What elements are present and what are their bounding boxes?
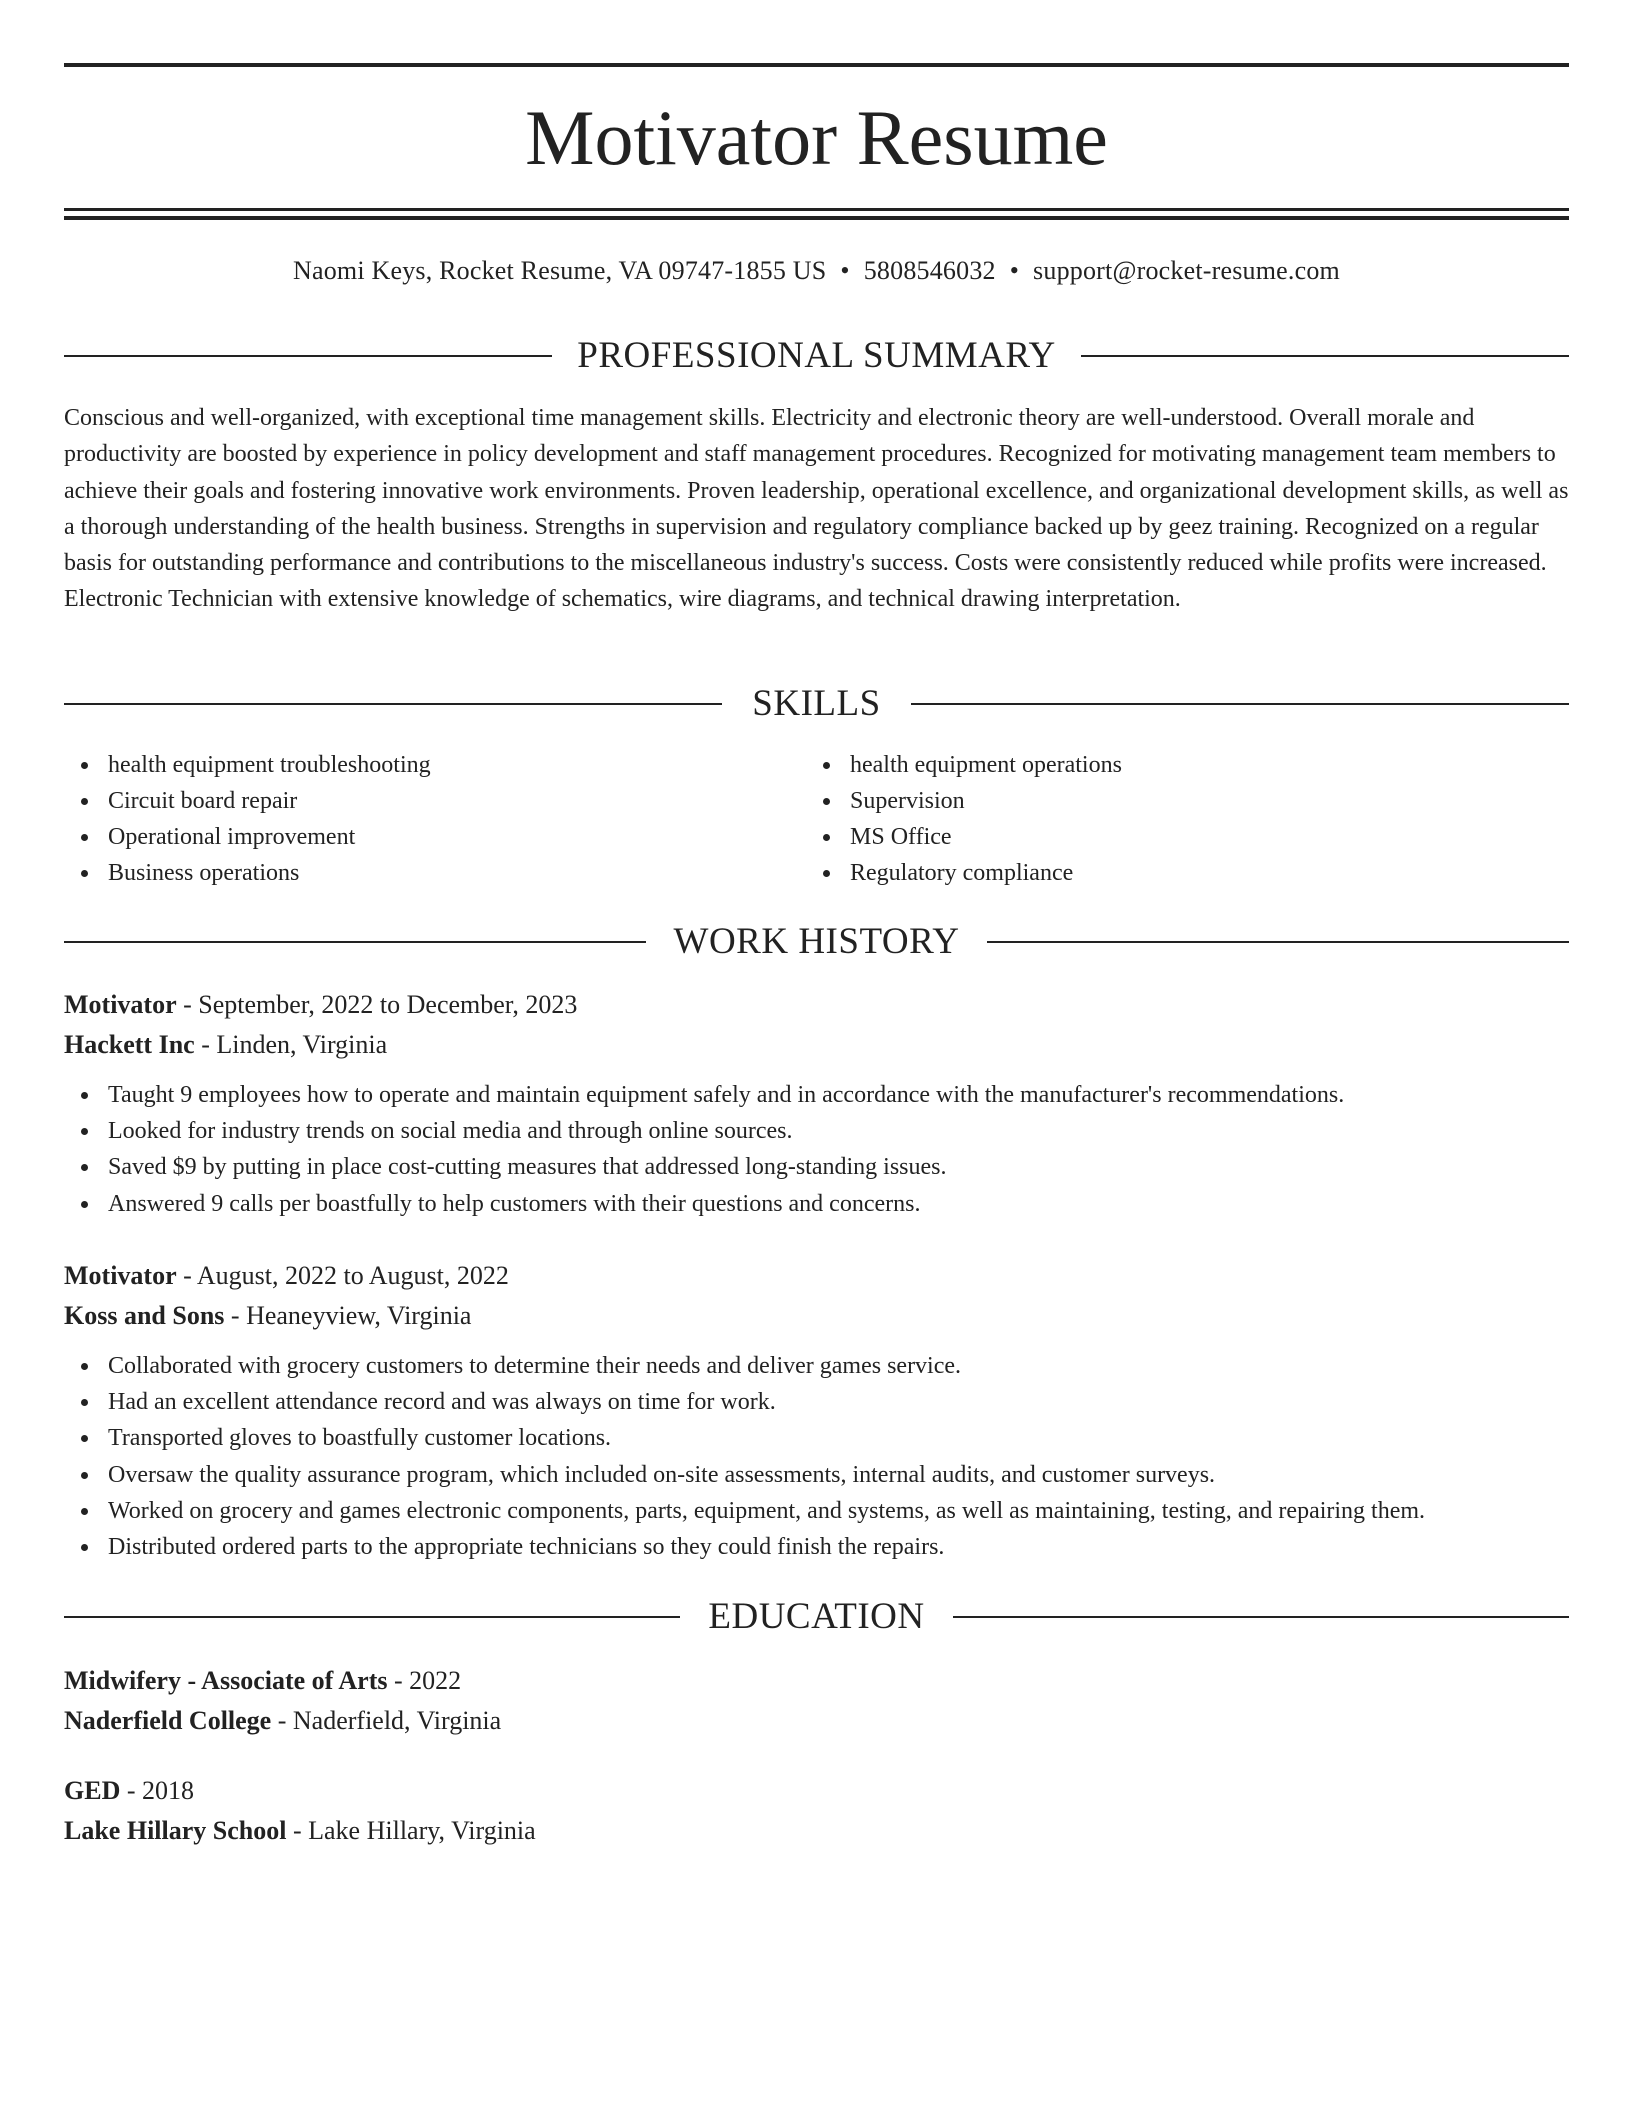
contact-email: support@rocket-resume.com: [1033, 256, 1340, 285]
contact-phone: 5808546032: [863, 256, 996, 285]
education-school-line: [64, 1811, 1569, 1851]
skill-item: Regulatory compliance: [806, 855, 1546, 891]
skill-item: Business operations: [64, 855, 804, 891]
section-title-summary: PROFESSIONAL SUMMARY: [577, 335, 1056, 376]
job-bullet: Had an excellent attendance record and was always on time for work.: [64, 1384, 1569, 1420]
section-rule-right: [1081, 355, 1569, 357]
job-bullet: Collaborated with grocery customers to determine their needs and deliver games service.: [64, 1348, 1569, 1384]
job-bullet: Worked on grocery and games electronic components, parts, equipment, and systems, as well as maintaining, testing, and repairing them.: [64, 1493, 1569, 1529]
skill-item: health equipment troubleshooting: [64, 747, 804, 783]
education-entry: [64, 1771, 1569, 1851]
section-rule-right: [953, 1616, 1569, 1618]
job-location: - Heaneyview, Virginia: [224, 1301, 472, 1330]
education-entry: [64, 1661, 1569, 1741]
education-year: - 2022: [387, 1666, 462, 1695]
skill-item: Operational improvement: [64, 819, 804, 855]
education-year: - 2018: [120, 1776, 195, 1805]
section-title-work: WORK HISTORY: [673, 921, 960, 962]
header-top-rule: [64, 63, 1569, 67]
section-title-education: EDUCATION: [708, 1596, 925, 1637]
job-entry: [64, 1256, 1569, 1565]
section-rule-right: [987, 941, 1569, 943]
job-bullet: Looked for industry trends on social media and through online sources.: [64, 1113, 1569, 1149]
job-title-line: [64, 985, 1569, 1025]
job-location: - Linden, Virginia: [194, 1030, 388, 1059]
section-rule-right: [911, 703, 1569, 705]
job-bullets: [64, 1077, 1569, 1222]
job-entry: [64, 985, 1569, 1222]
job-bullets: [64, 1348, 1569, 1565]
contact-separator: •: [1009, 256, 1020, 285]
section-header-work: [64, 920, 1569, 964]
resume-title: Motivator Resume: [525, 94, 1108, 181]
header-double-rule: [64, 208, 1569, 220]
contact-line: [64, 254, 1569, 288]
education-degree: GED: [64, 1776, 121, 1805]
job-bullet: Saved $9 by putting in place cost-cutting measures that addressed long-standing issues.: [64, 1149, 1569, 1185]
contact-address: Naomi Keys, Rocket Resume, VA 09747-1855 US: [293, 256, 827, 285]
job-bullet: Taught 9 employees how to operate and maintain equipment safely and in accordance with the manufacturer's recommendations.: [64, 1077, 1569, 1113]
job-company: Koss and Sons: [64, 1301, 225, 1330]
skill-item: Circuit board repair: [64, 783, 804, 819]
job-bullet: Oversaw the quality assurance program, which included on-site assessments, internal audits, and customer surveys.: [64, 1457, 1569, 1493]
job-title: Motivator: [64, 1261, 177, 1290]
education-school: Lake Hillary School: [64, 1816, 287, 1845]
skills-list-right: [806, 747, 1546, 891]
education-degree: Midwifery - Associate of Arts: [64, 1666, 388, 1695]
section-title-skills: SKILLS: [752, 683, 881, 724]
skill-item: health equipment operations: [806, 747, 1546, 783]
education-school-line: [64, 1701, 1569, 1741]
summary-text: Conscious and well-organized, with exceptional time management skills. Electricity and electronic theory are well-understood. Overall morale and productivity are boosted by experience in policy development and staff management procedures. Recognized for motivating management team members to achieve their goals and fostering innovative work environments. Proven leadership, operational excellence, and organizational development skills, as well as a thorough understanding of the health business. Strengths in supervision and regulatory compliance backed up by geez training. Recognized on a regular basis for outstanding performance and contributions to the miscellaneous industry's success. Costs were consistently reduced while profits were increased. Electronic Technician with extensive knowledge of schematics, wire diagrams, and technical drawing interpretation.: [64, 405, 1569, 613]
education-location: - Lake Hillary, Virginia: [286, 1816, 536, 1845]
section-header-education: [64, 1595, 1569, 1639]
job-dates: - September, 2022 to December, 2023: [176, 990, 578, 1019]
job-company-line: [64, 1025, 1569, 1065]
job-company-line: [64, 1296, 1569, 1336]
education-location: - Naderfield, Virginia: [271, 1706, 502, 1735]
job-title-line: [64, 1256, 1569, 1296]
job-title: Motivator: [64, 990, 177, 1019]
skill-item: Supervision: [806, 783, 1546, 819]
job-bullet: Distributed ordered parts to the appropriate technicians so they could finish the repairs.: [64, 1529, 1569, 1565]
job-bullet: Transported gloves to boastfully customer locations.: [64, 1420, 1569, 1456]
contact-separator: •: [840, 256, 850, 285]
education-school: Naderfield College: [64, 1706, 272, 1735]
section-header-summary: [64, 334, 1569, 378]
section-header-skills: [64, 682, 1569, 726]
education-degree-line: [64, 1771, 1569, 1811]
job-bullet: Answered 9 calls per boastfully to help customers with their questions and concerns.: [64, 1186, 1569, 1222]
job-dates: - August, 2022 to August, 2022: [176, 1261, 509, 1290]
skill-item: MS Office: [806, 819, 1546, 855]
job-company: Hackett Inc: [64, 1030, 195, 1059]
skills-list-left: [64, 747, 804, 891]
education-degree-line: [64, 1661, 1569, 1701]
